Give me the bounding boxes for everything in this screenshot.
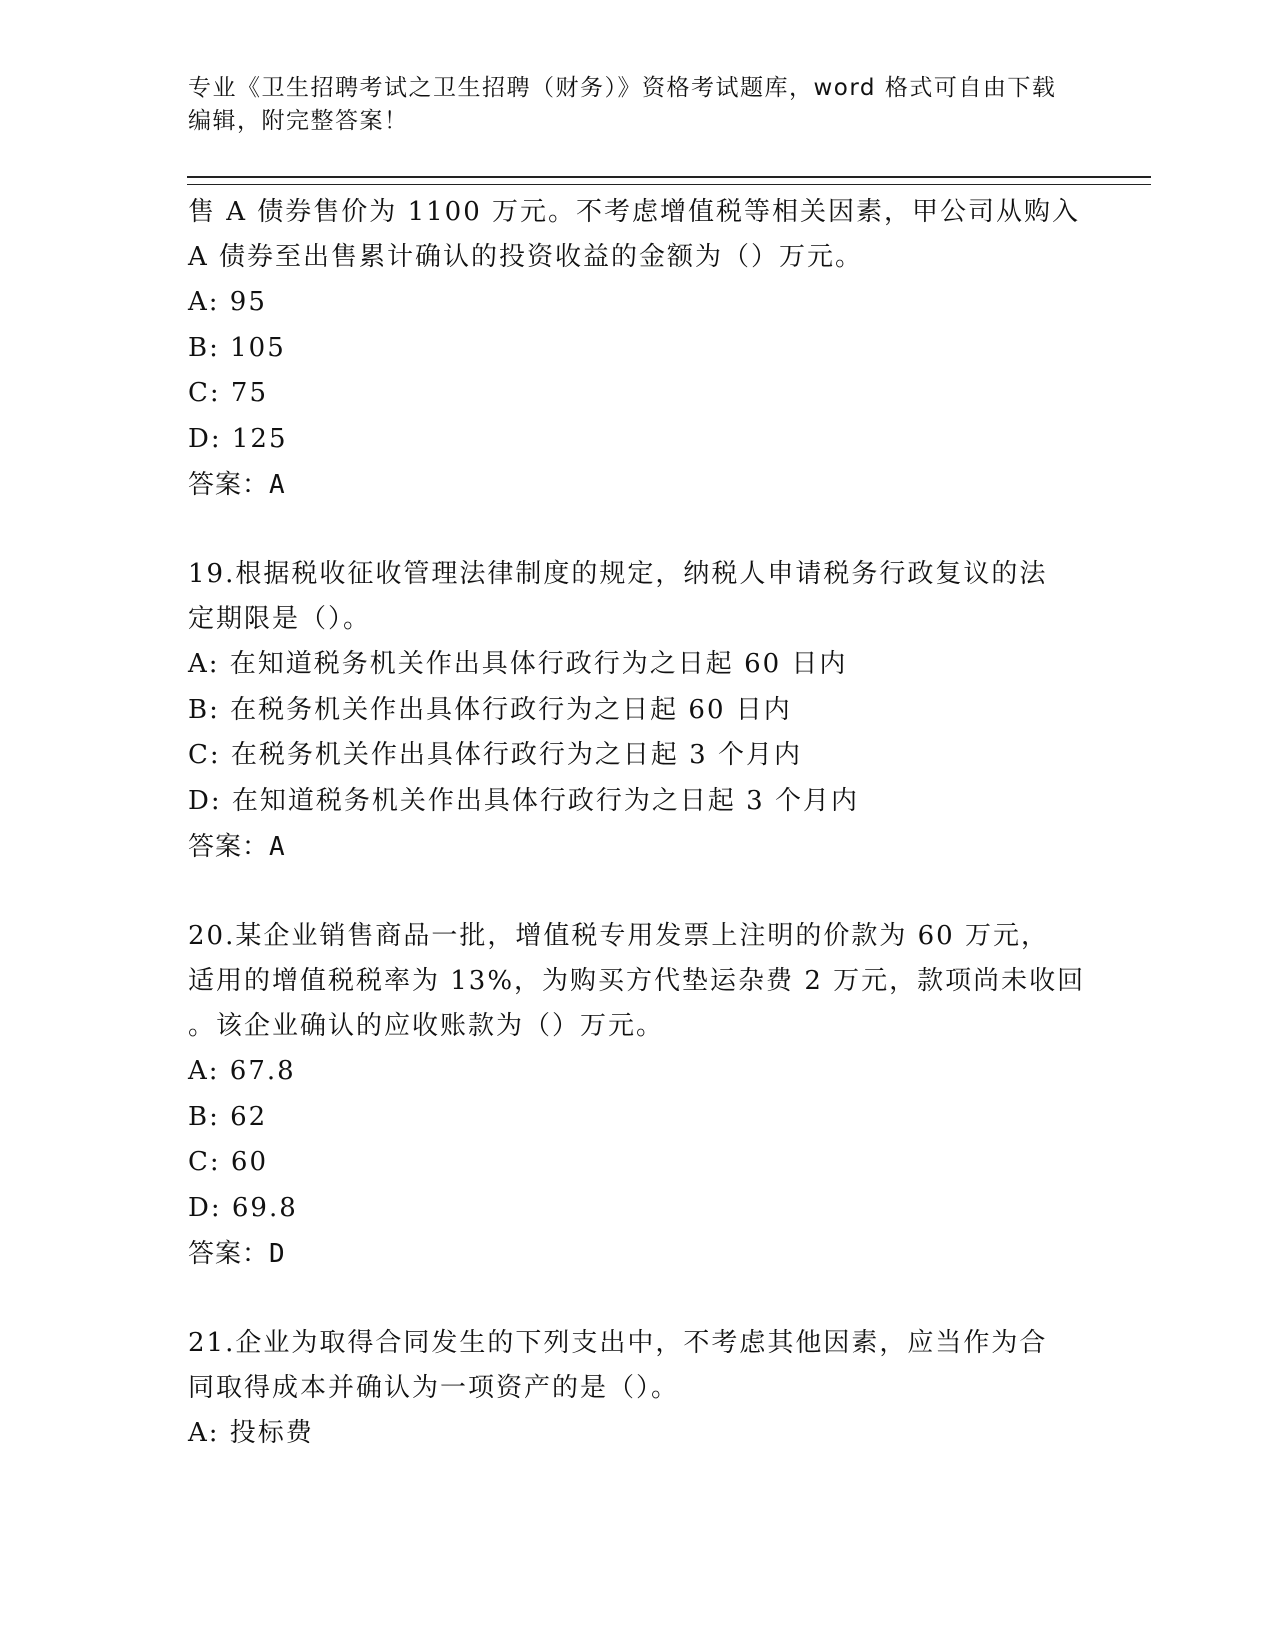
question-stem-line: 售 A 债券售价为 1100 万元。不考虑增值税等相关因素，甲公司从购入	[188, 197, 1081, 227]
answer-label: 答案：	[188, 832, 270, 862]
question-block	[188, 1321, 1088, 1457]
question-list	[188, 190, 1088, 1457]
option-b: B: 62	[188, 1101, 268, 1132]
option-d: D: 在知道税务机关作出具体行政行为之日起 3 个月内	[188, 785, 859, 816]
option-a: A: 在知道税务机关作出具体行政行为之日起 60 日内	[188, 649, 848, 679]
answer-line	[188, 824, 1088, 870]
header-line-1: 专业《卫生招聘考试之卫生招聘（财务）》资格考试题库，word 格式可自由下载	[188, 75, 1057, 101]
question-stem-line: 同取得成本并确认为一项资产的是（）。	[188, 1373, 680, 1403]
question-stem-line: 定期限是（）。	[188, 604, 372, 634]
option-c: C: 60	[188, 1147, 269, 1177]
option-d: D: 125	[188, 423, 288, 454]
option-c: C: 75	[188, 378, 269, 408]
question-block	[188, 190, 1088, 508]
question-stem-line: 21.企业为取得合同发生的下列支出中，不考虑其他因素，应当作为合	[188, 1328, 1048, 1358]
header-line-2: 编辑，附完整答案！	[188, 108, 409, 134]
answer-value: D	[269, 1239, 286, 1269]
option-a: A: 95	[188, 287, 267, 317]
option-a: A: 投标费	[188, 1418, 314, 1448]
header-rule-thin	[187, 184, 1151, 185]
answer-label: 答案：	[188, 1239, 270, 1269]
answer-value: A	[269, 470, 286, 500]
answer-line	[188, 462, 1088, 508]
option-b: B: 105	[188, 332, 286, 363]
answer-line	[188, 1231, 1088, 1277]
question-stem-line: 。该企业确认的应收账款为（）万元。	[188, 1011, 665, 1041]
question-stem-line: 19.根据税收征收管理法律制度的规定，纳税人申请税务行政复议的法	[188, 559, 1048, 589]
option-d: D: 69.8	[188, 1192, 298, 1223]
option-c: C: 在税务机关作出具体行政行为之日起 3 个月内	[188, 740, 802, 770]
option-a: A: 67.8	[188, 1056, 296, 1086]
question-stem-line: A 债券至出售累计确认的投资收益的金额为（）万元。	[188, 242, 864, 272]
document-header	[188, 72, 1088, 138]
question-block	[188, 552, 1088, 870]
question-block	[188, 914, 1088, 1277]
question-stem-line: 适用的增值税税率为 13%，为购买方代垫运杂费 2 万元，款项尚未收回	[188, 966, 1086, 996]
question-stem-line: 20.某企业销售商品一批，增值税专用发票上注明的价款为 60 万元，	[188, 921, 1049, 951]
answer-value: A	[269, 832, 286, 862]
answer-label: 答案：	[188, 470, 270, 500]
header-rule-thick	[187, 176, 1151, 178]
option-b: B: 在税务机关作出具体行政行为之日起 60 日内	[188, 694, 792, 725]
